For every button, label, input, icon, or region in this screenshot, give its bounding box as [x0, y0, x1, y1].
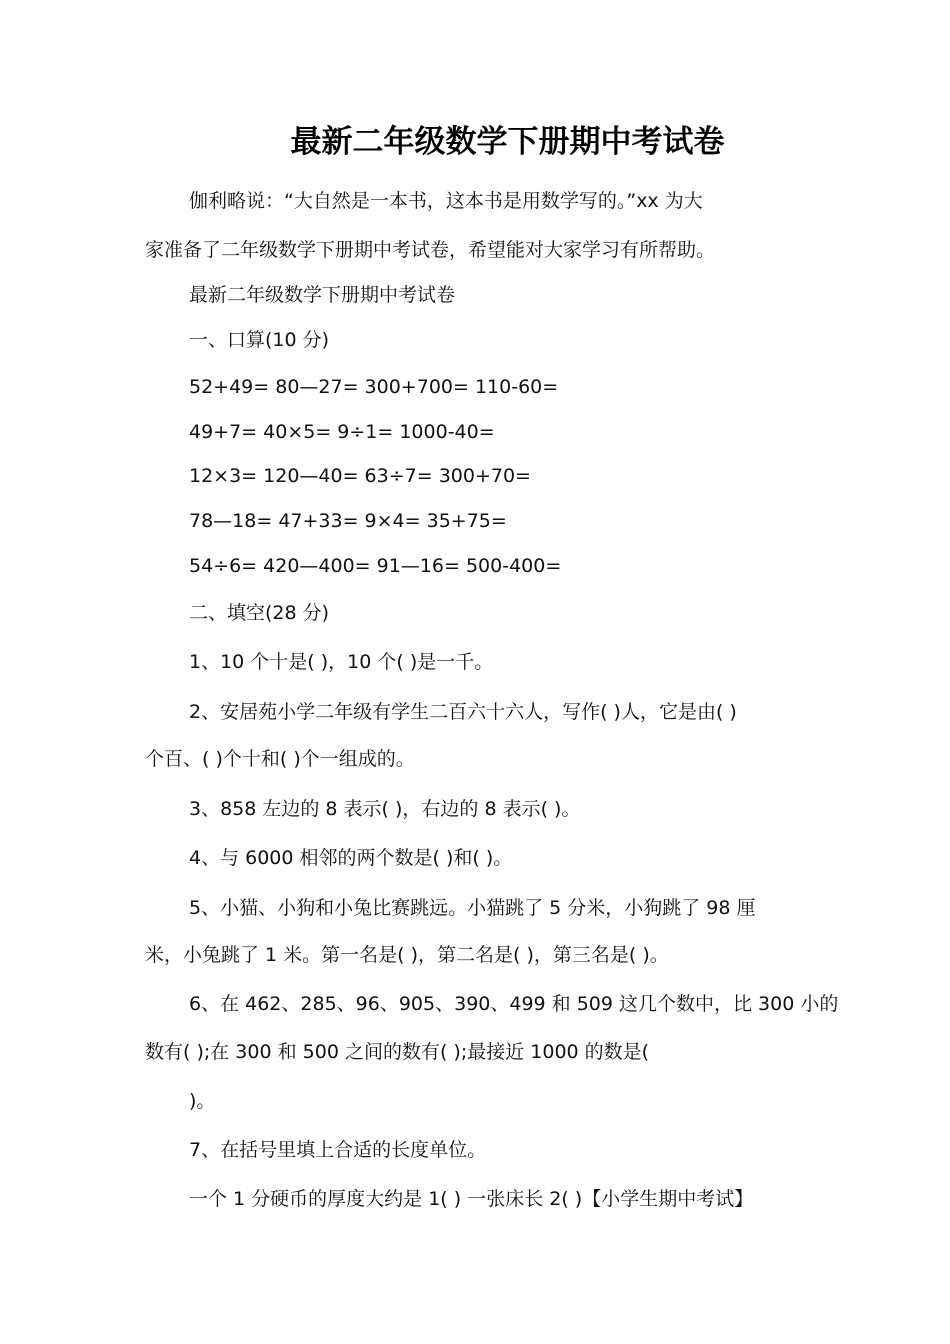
question-2-line-1: 2、安居苑小学二年级有学生二百六十六人，写作( )人，它是由( )	[189, 701, 737, 723]
mental-math-row: 78—18= 47+33= 9×4= 35+75=	[189, 510, 507, 532]
question-4: 4、与 6000 相邻的两个数是( )和( )。	[189, 847, 513, 869]
section-2-heading: 二、填空(28 分)	[189, 602, 330, 624]
subtitle: 最新二年级数学下册期中考试卷	[189, 284, 456, 306]
document-title: 最新二年级数学下册期中考试卷	[290, 124, 725, 160]
question-7: 7、在括号里填上合适的长度单位。	[189, 1139, 487, 1161]
question-5-line-1: 5、小猫、小狗和小兔比赛跳远。小猫跳了 5 分米，小狗跳了 98 厘	[189, 897, 756, 919]
question-1: 1、10 个十是( )，10 个( )是一千。	[189, 651, 494, 673]
mental-math-row: 54÷6= 420—400= 91—16= 500-400=	[189, 555, 562, 577]
section-1-heading: 一、口算(10 分)	[189, 329, 330, 351]
question-6-line-1: 6、在 462、285、96、905、390、499 和 509 这几个数中，比 300 小的	[189, 993, 839, 1015]
question-7-line: 一个 1 分硬币的厚度大约是 1( ) 一张床长 2( )【小学生期中考试】	[189, 1188, 754, 1210]
intro-line-1: 伽利略说：“大自然是一本书，这本书是用数学写的。”xx 为大	[189, 190, 703, 212]
question-2-line-2: 个百、( )个十和( )个一组成的。	[145, 748, 415, 770]
question-3: 3、858 左边的 8 表示( )，右边的 8 表示( )。	[189, 798, 581, 820]
mental-math-row: 12×3= 120—40= 63÷7= 300+70=	[189, 465, 531, 487]
question-6-line-3: )。	[189, 1090, 216, 1112]
question-6-line-2: 数有( );在 300 和 500 之间的数有( );最接近 1000 的数是(	[145, 1041, 650, 1063]
question-5-line-2: 米，小兔跳了 1 米。第一名是( )，第二名是( )，第三名是( )。	[145, 944, 669, 966]
mental-math-row: 49+7= 40×5= 9÷1= 1000-40=	[189, 421, 495, 443]
mental-math-row: 52+49= 80—27= 300+700= 110-60=	[189, 376, 559, 398]
intro-line-2: 家准备了二年级数学下册期中考试卷，希望能对大家学习有所帮助。	[145, 239, 716, 261]
